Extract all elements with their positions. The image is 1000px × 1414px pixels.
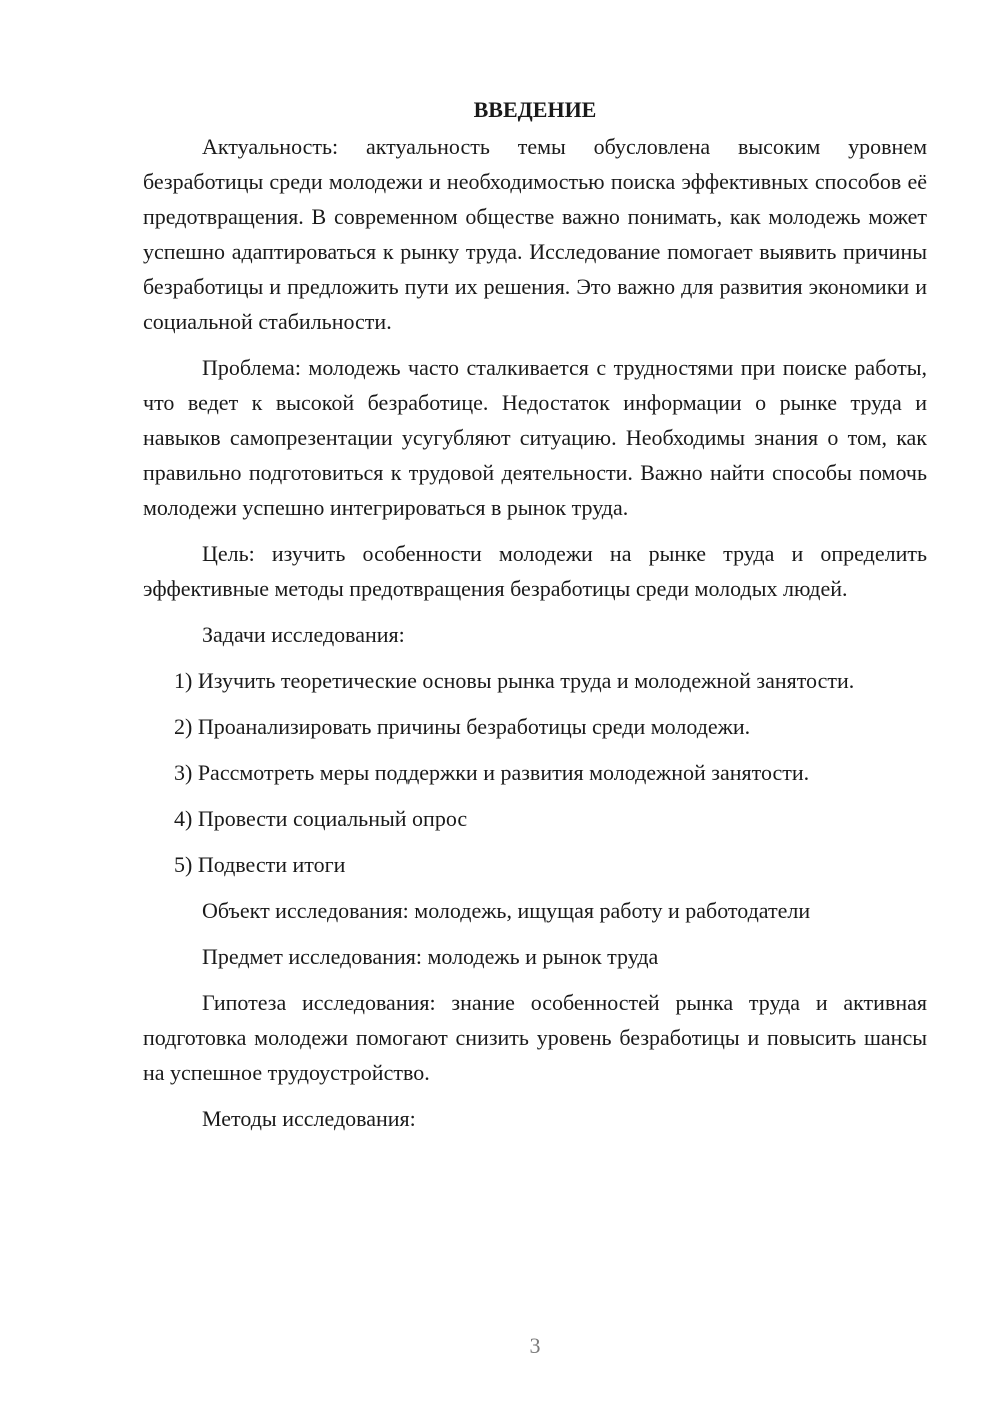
task-item-4: 4) Провести социальный опрос xyxy=(174,806,468,831)
hypothesis-paragraph: Гипотеза исследования: знание особенностей рынка труда и активная подготовка молодежи помогают снизить уровень безработицы и повысить шансы на успешное трудоустройство. xyxy=(143,990,927,1085)
task-item-2: 2) Проанализировать причины безработицы среди молодежи. xyxy=(174,714,751,739)
task-item-5: 5) Подвести итоги xyxy=(174,852,346,877)
object-paragraph: Объект исследования: молодежь, ищущая работу и работодатели xyxy=(202,898,811,923)
task-item-3: 3) Рассмотреть меры поддержки и развития молодежной занятости. xyxy=(174,760,810,785)
problem-paragraph: Проблема: молодежь часто сталкивается с трудностями при поиске работы, что ведет к высокой безработице. Недостаток информации о рынке труда и навыков самопрезентации усугубляют ситуацию. Необходимы знания о том, как правильно подготовиться к трудовой деятельности. Важно найти способы помочь молодежи успешно интегрироваться в рынок труда. xyxy=(143,355,927,520)
section-title: ВВЕДЕНИЕ xyxy=(473,97,597,122)
page-content xyxy=(143,92,927,1147)
goal-paragraph: Цель: изучить особенности молодежи на рынке труда и определить эффективные методы предотвращения безработицы среди молодых людей. xyxy=(143,541,927,601)
page-number: 3 xyxy=(529,1333,541,1358)
methods-heading: Методы исследования: xyxy=(202,1106,416,1131)
task-item-1: 1) Изучить теоретические основы рынка труда и молодежной занятости. xyxy=(174,668,855,693)
relevance-paragraph: Актуальность: актуальность темы обусловлена высоким уровнем безработицы среди молодежи и необходимостью поиска эффективных способов её предотвращения. В современном обществе важно понимать, как молодежь может успешно адаптироваться к рынку труда. Исследование помогает выявить причины безработицы и предложить пути их решения. Это важно для развития экономики и социальной стабильности. xyxy=(143,134,927,334)
subject-paragraph: Предмет исследования: молодежь и рынок труда xyxy=(202,944,659,969)
tasks-heading: Задачи исследования: xyxy=(202,622,405,647)
